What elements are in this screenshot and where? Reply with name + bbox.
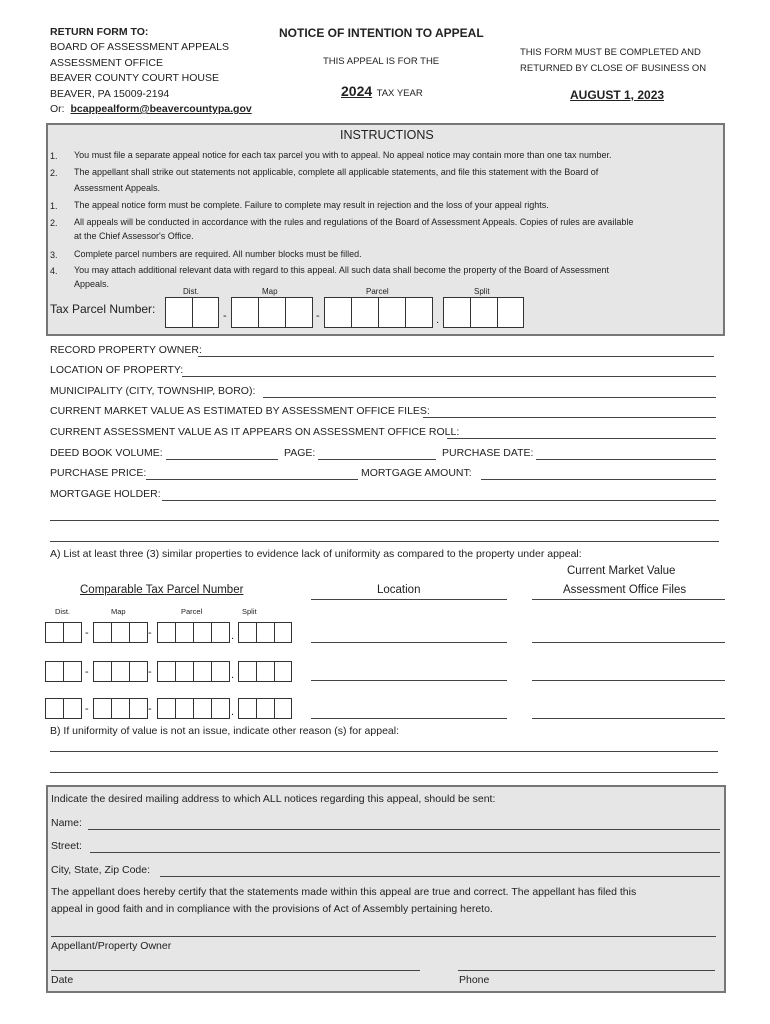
sub-dist-label: Dist. (55, 607, 70, 616)
digit-box[interactable] (351, 297, 379, 328)
section-a-label: A) List at least three (3) similar properties to evidence lack of uniformity as compared to the property under appeal: (50, 548, 582, 560)
purchase-date-input[interactable] (536, 459, 716, 460)
mortgage-holder-label: MORTGAGE HOLDER: (50, 488, 161, 500)
comp-dist-boxes[interactable] (45, 622, 82, 643)
municipality-input[interactable] (263, 397, 716, 398)
comp-map-boxes[interactable] (93, 661, 148, 682)
comp-map-boxes[interactable] (93, 622, 148, 643)
name-label: Name: (51, 817, 82, 829)
digit-box[interactable] (63, 661, 82, 682)
name-input[interactable] (88, 829, 720, 830)
dot-separator: . (231, 706, 235, 718)
digit-box[interactable] (45, 622, 64, 643)
digit-box[interactable] (238, 622, 257, 643)
digit-box[interactable] (192, 297, 219, 328)
digit-box[interactable] (157, 661, 176, 682)
digit-box[interactable] (211, 661, 230, 682)
col-dist-label: Dist. (183, 287, 199, 296)
digit-box[interactable] (193, 661, 212, 682)
value-heading-rule (532, 599, 725, 600)
sub-parcel-label: Parcel (181, 607, 203, 616)
instruction-text: The appeal notice form must be complete. Failure to complete may result in rejection and the loss of your appeal rights. (74, 200, 549, 210)
value-heading-line-2: Assessment Office Files (563, 584, 687, 596)
comp-dist-boxes[interactable] (45, 698, 82, 719)
page-input[interactable] (318, 459, 436, 460)
instruction-text: You must file a separate appeal notice for each tax parcel you with to appeal. No appeal notice may contain more than one tax number. (74, 150, 612, 160)
digit-box[interactable] (256, 661, 275, 682)
digit-box[interactable] (274, 698, 292, 719)
dash-separator: - (85, 666, 89, 678)
value-heading-line-1: Current Market Value (567, 565, 676, 577)
purchase-price-label: PURCHASE PRICE: (50, 467, 147, 479)
digit-box[interactable] (378, 297, 406, 328)
digit-box[interactable] (129, 698, 148, 719)
digit-box[interactable] (175, 661, 194, 682)
instruction-text: Complete parcel numbers are required. All number blocks must be filled. (74, 249, 362, 259)
purchase-date-label: PURCHASE DATE: (442, 447, 534, 459)
digit-box[interactable] (405, 297, 433, 328)
purchase-price-input[interactable] (146, 479, 358, 480)
address-line-2: ASSESSMENT OFFICE (50, 57, 163, 69)
extra-line[interactable] (50, 541, 719, 542)
digit-box[interactable] (175, 622, 194, 643)
email-row (50, 103, 252, 115)
digit-box[interactable] (274, 622, 292, 643)
instruction-text-cont: at the Chief Assessor's Office. (74, 231, 194, 241)
digit-box[interactable] (111, 622, 130, 643)
location-heading-rule (311, 599, 507, 600)
mortgage-amount-label: MORTGAGE AMOUNT: (361, 467, 472, 479)
comp-location-input[interactable] (311, 642, 507, 643)
digit-box[interactable] (129, 622, 148, 643)
deadline-date: AUGUST 1, 2023 (570, 88, 665, 102)
digit-box[interactable] (175, 698, 194, 719)
comp-dist-boxes[interactable] (45, 661, 82, 682)
digit-box[interactable] (157, 698, 176, 719)
market-value-input[interactable] (423, 417, 716, 418)
assessment-value-field-label: CURRENT ASSESSMENT VALUE AS IT APPEARS ON ASSESSMENT OFFICE ROLL: (50, 426, 460, 438)
instructions-heading: INSTRUCTIONS (340, 128, 434, 142)
digit-box[interactable] (211, 698, 230, 719)
dash-separator: - (148, 666, 152, 678)
instruction-text: The appellant shall strike out statements not applicable, complete all applicable statements, and file this statement with the Board of (74, 167, 599, 177)
reason-line[interactable] (50, 772, 718, 773)
owner-field-label: RECORD PROPERTY OWNER: (50, 344, 202, 356)
extra-line[interactable] (50, 520, 719, 521)
date-label: Date (51, 974, 74, 986)
comp-location-input[interactable] (311, 680, 507, 681)
mortgage-holder-input[interactable] (162, 500, 716, 501)
section-b-label: B) If uniformity of value is not an issue, indicate other reason (s) for appeal: (50, 725, 400, 737)
location-heading: Location (377, 584, 421, 596)
address-line-4: BEAVER, PA 15009-2194 (50, 88, 170, 100)
phone-line[interactable] (458, 970, 715, 971)
street-label: Street: (51, 840, 82, 852)
digit-box[interactable] (443, 297, 471, 328)
signature-line[interactable] (51, 936, 716, 937)
dash-separator: - (223, 310, 227, 322)
dot-separator: . (231, 630, 235, 642)
certify-line-2: appeal in good faith and in compliance with the provisions of Act of Assembly pertaining hereto. (51, 903, 493, 915)
page-label: PAGE: (284, 447, 316, 459)
digit-box[interactable] (63, 622, 82, 643)
digit-box[interactable] (324, 297, 352, 328)
instruction-number: 1. (50, 151, 58, 161)
digit-box[interactable] (470, 297, 498, 328)
deed-book-input[interactable] (166, 459, 278, 460)
instruction-text: You may attach additional relevant data with regard to this appeal. All such data shall become the property of the Board of Assessment (74, 265, 609, 275)
email-link[interactable]: bcappealform@beavercountypa.gov (70, 103, 252, 115)
comp-parcel-boxes[interactable] (157, 622, 230, 643)
digit-box[interactable] (274, 661, 292, 682)
address-line-1: BOARD OF ASSESSMENT APPEALS (50, 41, 229, 53)
dot-separator: . (231, 669, 235, 681)
instruction-number: 2. (50, 168, 58, 178)
digit-box[interactable] (93, 661, 112, 682)
col-split-label: Split (474, 287, 490, 296)
instruction-number: 3. (50, 250, 58, 260)
digit-box[interactable] (193, 622, 212, 643)
comparable-parcel-heading: Comparable Tax Parcel Number (80, 584, 244, 596)
digit-box[interactable] (93, 698, 112, 719)
instruction-text-cont: Appeals. (74, 279, 110, 289)
market-value-field-label: CURRENT MARKET VALUE AS ESTIMATED BY ASSESSMENT OFFICE FILES: (50, 405, 430, 417)
tax-year-row (341, 83, 423, 101)
digit-box[interactable] (45, 698, 64, 719)
tax-year-value: 2024 (341, 83, 373, 99)
digit-box[interactable] (238, 698, 257, 719)
comp-split-boxes[interactable] (238, 661, 292, 682)
deadline-line-1: THIS FORM MUST BE COMPLETED AND (520, 47, 701, 58)
col-map-label: Map (262, 287, 278, 296)
tax-parcel-label: Tax Parcel Number: (50, 302, 156, 316)
digit-box[interactable] (157, 622, 176, 643)
digit-box[interactable] (111, 661, 130, 682)
digit-box[interactable] (258, 297, 286, 328)
parcel-split-boxes[interactable] (443, 297, 524, 328)
sub-split-label: Split (242, 607, 257, 616)
appellant-label: Appellant/Property Owner (51, 940, 172, 952)
certify-line-1: The appellant does hereby certify that the statements made within this appeal are true and correct. The appellant has filed this (51, 886, 637, 898)
mortgage-amount-input[interactable] (481, 479, 716, 480)
digit-box[interactable] (193, 698, 212, 719)
sub-map-label: Map (111, 607, 126, 616)
digit-box[interactable] (231, 297, 259, 328)
date-line[interactable] (51, 970, 420, 971)
location-input[interactable] (182, 376, 716, 377)
digit-box[interactable] (238, 661, 257, 682)
digit-box[interactable] (111, 698, 130, 719)
digit-box[interactable] (45, 661, 64, 682)
digit-box[interactable] (129, 661, 148, 682)
dash-separator: - (148, 627, 152, 639)
digit-box[interactable] (165, 297, 193, 328)
digit-box[interactable] (93, 622, 112, 643)
street-input[interactable] (90, 852, 720, 853)
digit-box[interactable] (256, 622, 275, 643)
tax-year-label: TAX YEAR (376, 88, 423, 99)
comp-split-boxes[interactable] (238, 698, 292, 719)
dash-separator: - (148, 703, 152, 715)
deadline-line-2: RETURNED BY CLOSE OF BUSINESS ON (520, 63, 707, 74)
digit-box[interactable] (285, 297, 313, 328)
return-to-label: RETURN FORM TO: (50, 26, 149, 38)
comp-parcel-boxes[interactable] (157, 698, 230, 719)
digit-box[interactable] (256, 698, 275, 719)
digit-box[interactable] (211, 622, 230, 643)
digit-box[interactable] (497, 297, 524, 328)
appeal-for-text: THIS APPEAL IS FOR THE (323, 56, 440, 67)
comp-map-boxes[interactable] (93, 698, 148, 719)
owner-input[interactable] (198, 356, 714, 357)
mailing-intro: Indicate the desired mailing address to which ALL notices regarding this appeal, should be sent: (51, 793, 496, 805)
comp-split-boxes[interactable] (238, 622, 292, 643)
dash-separator: - (85, 627, 89, 639)
instruction-text-cont: Assessment Appeals. (74, 183, 161, 193)
col-parcel-label: Parcel (366, 287, 389, 296)
city-label: City, State, Zip Code: (51, 864, 151, 876)
comp-location-input[interactable] (311, 718, 507, 719)
comp-parcel-boxes[interactable] (157, 661, 230, 682)
address-line-3: BEAVER COUNTY COURT HOUSE (50, 72, 220, 84)
comp-value-input[interactable] (532, 718, 725, 719)
parcel-dist-boxes[interactable] (165, 297, 219, 328)
location-field-label: LOCATION OF PROPERTY: (50, 364, 184, 376)
instruction-number: 1. (50, 201, 58, 211)
digit-box[interactable] (63, 698, 82, 719)
dot-separator: . (436, 314, 440, 326)
instruction-number: 4. (50, 266, 58, 276)
dash-separator: - (316, 310, 320, 322)
municipality-field-label: MUNICIPALITY (CITY, TOWNSHIP, BORO): (50, 385, 256, 397)
city-input[interactable] (160, 876, 720, 877)
assessment-value-input[interactable] (447, 438, 716, 439)
or-label: Or: (50, 103, 65, 115)
instruction-text: All appeals will be conducted in accordance with the rules and regulations of the Board of Assessment Appeals. Copies of rules are available (74, 217, 634, 227)
reason-line[interactable] (50, 751, 718, 752)
comp-value-input[interactable] (532, 642, 725, 643)
comp-value-input[interactable] (532, 680, 725, 681)
instruction-number: 2. (50, 218, 58, 228)
parcel-map-boxes[interactable] (231, 297, 313, 328)
dash-separator: - (85, 703, 89, 715)
parcel-number-boxes[interactable] (324, 297, 433, 328)
deed-book-label: DEED BOOK VOLUME: (50, 447, 163, 459)
form-title: NOTICE OF INTENTION TO APPEAL (279, 26, 484, 40)
phone-label: Phone (459, 974, 490, 986)
